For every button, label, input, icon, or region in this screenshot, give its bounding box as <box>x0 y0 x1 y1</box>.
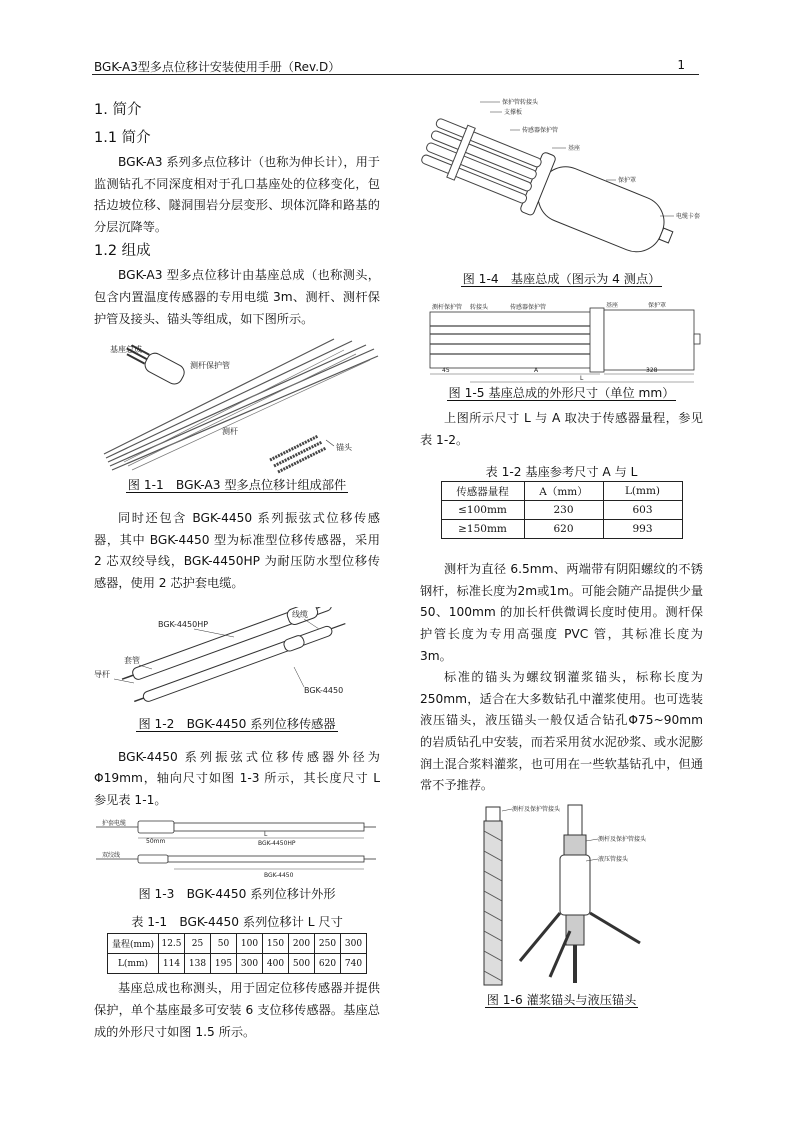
table-1-1 <box>107 933 367 974</box>
label-cover-dim: 保护罩 <box>648 302 667 309</box>
label-cable-clamp: 电缆卡套 <box>676 213 701 220</box>
table-cell: 50 <box>211 934 237 954</box>
table-cell: 300 <box>341 934 367 954</box>
table-cell: 740 <box>341 954 367 974</box>
label-4450hp: BGK-4450HP <box>158 619 209 629</box>
figure-1-2-caption <box>94 715 380 733</box>
dim-L: L <box>580 375 584 382</box>
table-cell: 传感器量程 <box>441 482 524 501</box>
table-row <box>108 954 367 974</box>
figure-1-5-caption <box>420 384 703 402</box>
intro-paragraph: BGK-A3 系列多点位移计（也称为伸长计），用于监测钻孔不同深度相对于孔口基座处的位移变化，包括边坡位移、隧洞围岩分层变形、坝体沉降和路基的分层沉降等。 <box>94 155 380 234</box>
figure-1-5 <box>420 302 703 384</box>
label-hydraulic-joint: 液压管接头 <box>598 855 629 863</box>
label-tube-adapter: 保护管转接头 <box>502 99 539 106</box>
label-sensor-tube: 传感器保护管 <box>522 127 559 134</box>
figure-1-3-caption <box>94 885 380 903</box>
label-cable: 线缆 <box>292 609 308 619</box>
base-paragraph: 基座总成也称测头，用于固定位移传感器并提供保护，单个基座最多可安装 6 支位移传感器。基座总成的外形尺寸如图 1.5 所示。 <box>94 981 380 1039</box>
table-row <box>108 934 367 954</box>
base-dimension-drawing <box>420 302 703 384</box>
table-cell: 150 <box>263 934 289 954</box>
figure-1-1-caption <box>94 476 380 494</box>
table-row <box>441 520 682 539</box>
table-cell: L(mm) <box>603 482 682 501</box>
table-cell: 300 <box>237 954 263 974</box>
table-cell: 量程(mm) <box>108 934 159 954</box>
table-cell: 25 <box>185 934 211 954</box>
table-cell: ≥150mm <box>441 520 524 539</box>
base-assembly-drawing <box>420 94 703 270</box>
size-paragraph: 上图所示尺寸 L 与 A 取决于传感器量程，参见表 1-2。 <box>420 411 703 447</box>
anchor-paragraph: 标准的锚头为螺纹钢灌浆锚头，标称长度为250mm，适合在大多数钻孔中灌浆使用。也可选装液压锚头，液压锚头一般仅适合钻孔Φ75~90mm 的岩质钻孔中安装，而若采用贫水泥砂浆、或水泥膨润土混合浆料灌浆，也可用在一些软基钻孔中，但通常不予推荐。 <box>420 670 703 793</box>
figure-1-2 <box>94 607 380 715</box>
label-sleeve: 套管 <box>124 655 140 665</box>
table-cell: 138 <box>185 954 211 974</box>
table-row <box>441 482 682 501</box>
caption-text: 图 1-2 BGK-4450 系列位移传感器 <box>138 716 336 731</box>
label-sensor-tube-dim: 传感器保护管 <box>510 304 547 311</box>
table-cell: 500 <box>289 954 315 974</box>
label-50mm: 50mm <box>146 838 166 846</box>
label-4450hp-outline: BGK-4450HP <box>258 840 296 848</box>
label-4450-outline: BGK-4450 <box>264 872 294 880</box>
dim-45: 45 <box>442 367 450 374</box>
table-cell: 620 <box>315 954 341 974</box>
label-guide-rod: 导杆 <box>94 669 110 679</box>
sensor-paragraph: 同时还包含 BGK-4450 系列振弦式位移传感器，其中 BGK-4450 型为标准型位移传感器，采用 2 芯双绞导线，BGK-4450HP 为耐压防水型位移传感器，使用 2 芯护套电缆。 <box>94 511 380 590</box>
table-cell: 114 <box>159 954 185 974</box>
caption-text: 图 1-6 灌浆锚头与液压锚头 <box>486 992 637 1007</box>
label-base-assembly: 基座总成 <box>110 345 142 355</box>
header-title: BGK-A3型多点位移计安装使用手册（Rev.D） <box>94 60 341 74</box>
dimension-paragraph: BGK-4450 系列振弦式位移传感器外径为Φ19mm，轴向尺寸如图 1-3 所示，其长度尺寸 L 参见表 1-1。 <box>94 749 380 807</box>
header-rule <box>92 74 699 75</box>
caption-text: 图 1-4 基座总成（图示为 4 测点） <box>462 272 661 286</box>
table-cell: 250 <box>315 934 341 954</box>
figure-1-4 <box>420 94 703 270</box>
label-rod-joint-1: 测杆及保护管接头 <box>512 805 561 813</box>
composition-paragraph: BGK-A3 型多点位移计由基座总成（也称测头，包含内置温度传感器的专用电缆 3m、测杆、测杆保护管及接头、锚头等组成，如下图所示。 <box>94 268 380 326</box>
label-rod-joint-2: 测杆及保护管接头 <box>598 835 647 843</box>
label-base: 基座 <box>568 145 581 152</box>
figure-1-3 <box>94 817 380 883</box>
label-anchor: 锚头 <box>336 443 352 453</box>
sensor-drawing <box>94 607 380 715</box>
label-twisted-pair: 双绞线 <box>102 852 121 860</box>
table-cell: 993 <box>603 520 682 539</box>
table-cell: L(mm) <box>108 954 159 974</box>
caption-text: 图 1-1 BGK-A3 型多点位移计组成部件 <box>127 478 347 493</box>
label-4450: BGK-4450 <box>304 685 344 695</box>
figure-1-1 <box>94 336 380 476</box>
table-cell: 12.5 <box>159 934 185 954</box>
subsection-heading-intro: 1.1 简介 <box>94 130 151 146</box>
label-sheathed-cable: 护套电缆 <box>102 820 127 828</box>
table-cell: A（mm） <box>524 482 603 501</box>
table-row <box>441 501 682 520</box>
outline-drawing <box>94 817 380 883</box>
figure-1-4-caption <box>420 270 703 288</box>
subsection-heading-composition: 1.2 组成 <box>94 243 151 260</box>
caption-text: 图 1-5 基座总成的外形尺寸（单位 mm） <box>448 386 675 400</box>
anchors-drawing <box>420 801 703 991</box>
table-cell: 200 <box>289 934 315 954</box>
label-support-plate: 支撑板 <box>504 109 523 116</box>
table-cell: ≤100mm <box>441 501 524 520</box>
label-rod-tube: 测杆保护管 <box>432 304 463 311</box>
section-heading: 1. 简介 <box>94 102 142 118</box>
right-column <box>420 94 703 1009</box>
rod-paragraph: 测杆为直径 6.5mm、两端带有阴阳螺纹的不锈钢杆，标准长度为2m或1m。可能会随产品提供少量50、100mm 的加长杆供微调长度时使用。测杆保护管长度为专用高强度 PVC 管，其标准长度为 3m。 <box>420 562 704 663</box>
components-drawing <box>94 336 380 476</box>
left-column <box>94 100 380 1043</box>
table-1-1-caption: 表 1-1 BGK-4450 系列位移计 L 尺寸 <box>131 915 343 930</box>
label-cover: 保护罩 <box>618 177 637 184</box>
label-base-dim: 基座 <box>606 302 619 309</box>
caption-text: 图 1-3 BGK-4450 系列位移计外形 <box>138 887 336 902</box>
table-cell: 400 <box>263 954 289 974</box>
label-rod-protection-tube: 测杆保护管 <box>190 361 230 371</box>
dim-328: 328 <box>646 367 658 374</box>
table-cell: 603 <box>603 501 682 520</box>
table-1-2-caption: 表 1-2 基座参考尺寸 A 与 L <box>485 465 638 480</box>
table-cell: 230 <box>524 501 603 520</box>
label-L: L <box>264 831 268 839</box>
page-number: 1 <box>677 58 685 72</box>
table-cell: 195 <box>211 954 237 974</box>
figure-1-6 <box>420 801 703 991</box>
table-1-2 <box>441 481 683 539</box>
label-adapter: 转接头 <box>470 304 489 311</box>
label-rod: 测杆 <box>222 427 238 437</box>
table-cell: 620 <box>524 520 603 539</box>
dim-A: A <box>534 367 539 374</box>
table-cell: 100 <box>237 934 263 954</box>
figure-1-6-caption <box>420 991 703 1009</box>
